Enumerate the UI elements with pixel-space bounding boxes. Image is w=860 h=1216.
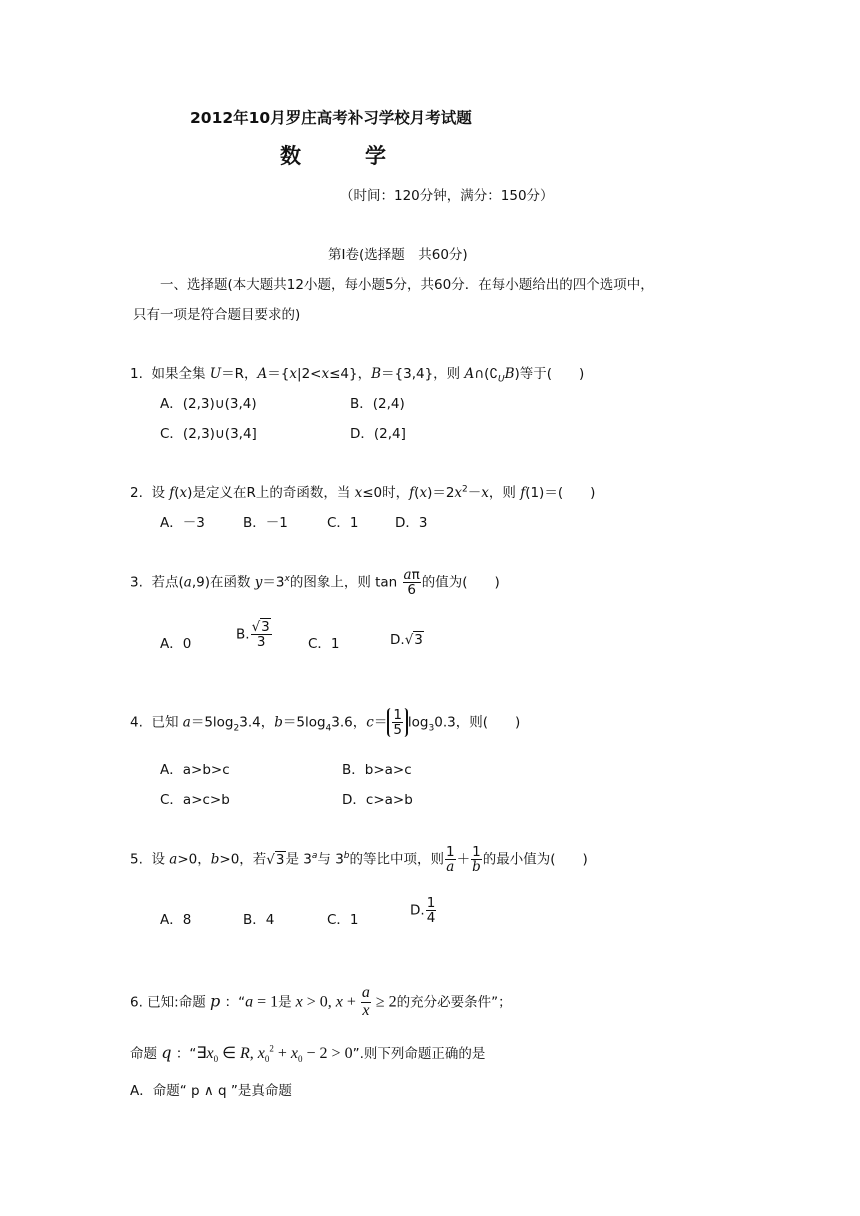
question-2-option-b[interactable]: B．－1	[243, 515, 288, 531]
exam-time-score: （时间：120分钟，满分：150分）	[340, 188, 554, 204]
question-1-option-a[interactable]: A．(2,3)∪(3,4)	[160, 396, 257, 412]
subject-char-1: 数	[280, 144, 303, 168]
question-3-option-c[interactable]: C．1	[308, 636, 340, 652]
question-1-option-b[interactable]: B．(2,4)	[350, 396, 405, 412]
question-6-option-a[interactable]: A．命题“ p ∧ q ”是真命题	[130, 1083, 292, 1099]
question-2-option-d[interactable]: D．3	[395, 515, 428, 531]
question-5-option-d[interactable]: D. $\frac{1}{4}$	[410, 895, 436, 927]
subject-char-2: 学	[365, 144, 388, 168]
instructions-line-1: 一、选择题(本大题共12小题，每小题5分，共60分．在每小题给出的四个选项中，	[160, 277, 654, 293]
question-1-option-d[interactable]: D．(2,4]	[350, 426, 406, 442]
question-3-option-b[interactable]: B. $\frac{√3}{3}$	[236, 619, 270, 651]
instructions-line-2: 只有一项是符合题目要求的)	[133, 307, 301, 323]
question-3-option-a[interactable]: A．0	[160, 636, 192, 652]
question-2: 2. 设 f(x)是定义在R上的奇函数，当 x≤0时，$f(x)=2x^2-x$，则 f(1)＝( )	[130, 484, 596, 501]
question-4-option-d[interactable]: D．c>a>b	[342, 792, 413, 808]
question-3: 3. 若点(a,9)在函数 $y=3^x$的图象上，则 tan $\frac{a\pi}{6}$ 的值为( )	[130, 567, 500, 599]
question-5-option-a[interactable]: A．8	[160, 912, 192, 928]
question-5-option-c[interactable]: C．1	[327, 912, 359, 928]
exam-title: 2012年10月罗庄高考补习学校月考试题	[190, 109, 472, 127]
question-1: 1. 如果全集 U＝R，A＝{x|2<x≤4}，B＝{3,4}，则 $A\cap(∁_UB)$等于( )	[130, 366, 585, 385]
bracket-one-fifth: $\frac{1}{5}$	[387, 708, 408, 737]
question-1-option-c[interactable]: C．(2,3)∪(3,4]	[160, 426, 257, 442]
question-3-option-d[interactable]: D.√3	[390, 632, 423, 648]
section-heading: 第Ⅰ卷(选择题 共60分)	[328, 247, 468, 263]
question-4-option-c[interactable]: C．a>c>b	[160, 792, 230, 808]
question-6-line-1: 6. 已知:命题 p ：“a = 1是 x > 0, x + $\frac{a}{x}$ ≥ 2的充分必要条件”；	[130, 984, 512, 1019]
question-4: 4. 已知 $a=5\log_23.4$，$b=5\log_43.6$，c＝ $\frac{1}{5}$ $\log_30.3$，则( )	[130, 707, 521, 739]
question-2-option-a[interactable]: A．－3	[160, 515, 205, 531]
question-5-option-b[interactable]: B．4	[243, 912, 275, 928]
question-6-line-2: 命题 q ：“$\exists x_0$ ∈ R, $x_0^2 + x_0 - 2 > 0$”.则下列命题正确的是	[130, 1043, 486, 1065]
question-5: 5. 设 a>0，b>0，若√3是 3$^a$与 3$^b$的等比中项，则 $\frac{1}{a}$ ＋ $\frac{1}{b}$ 的最小值为( )	[130, 844, 588, 876]
subject-heading	[280, 140, 388, 170]
question-2-option-c[interactable]: C．1	[327, 515, 359, 531]
fraction-a-pi-over-6: $\frac{a\pi}{6}$	[403, 567, 420, 599]
question-4-option-b[interactable]: B．b>a>c	[342, 762, 412, 778]
question-4-option-a[interactable]: A．a>b>c	[160, 762, 230, 778]
